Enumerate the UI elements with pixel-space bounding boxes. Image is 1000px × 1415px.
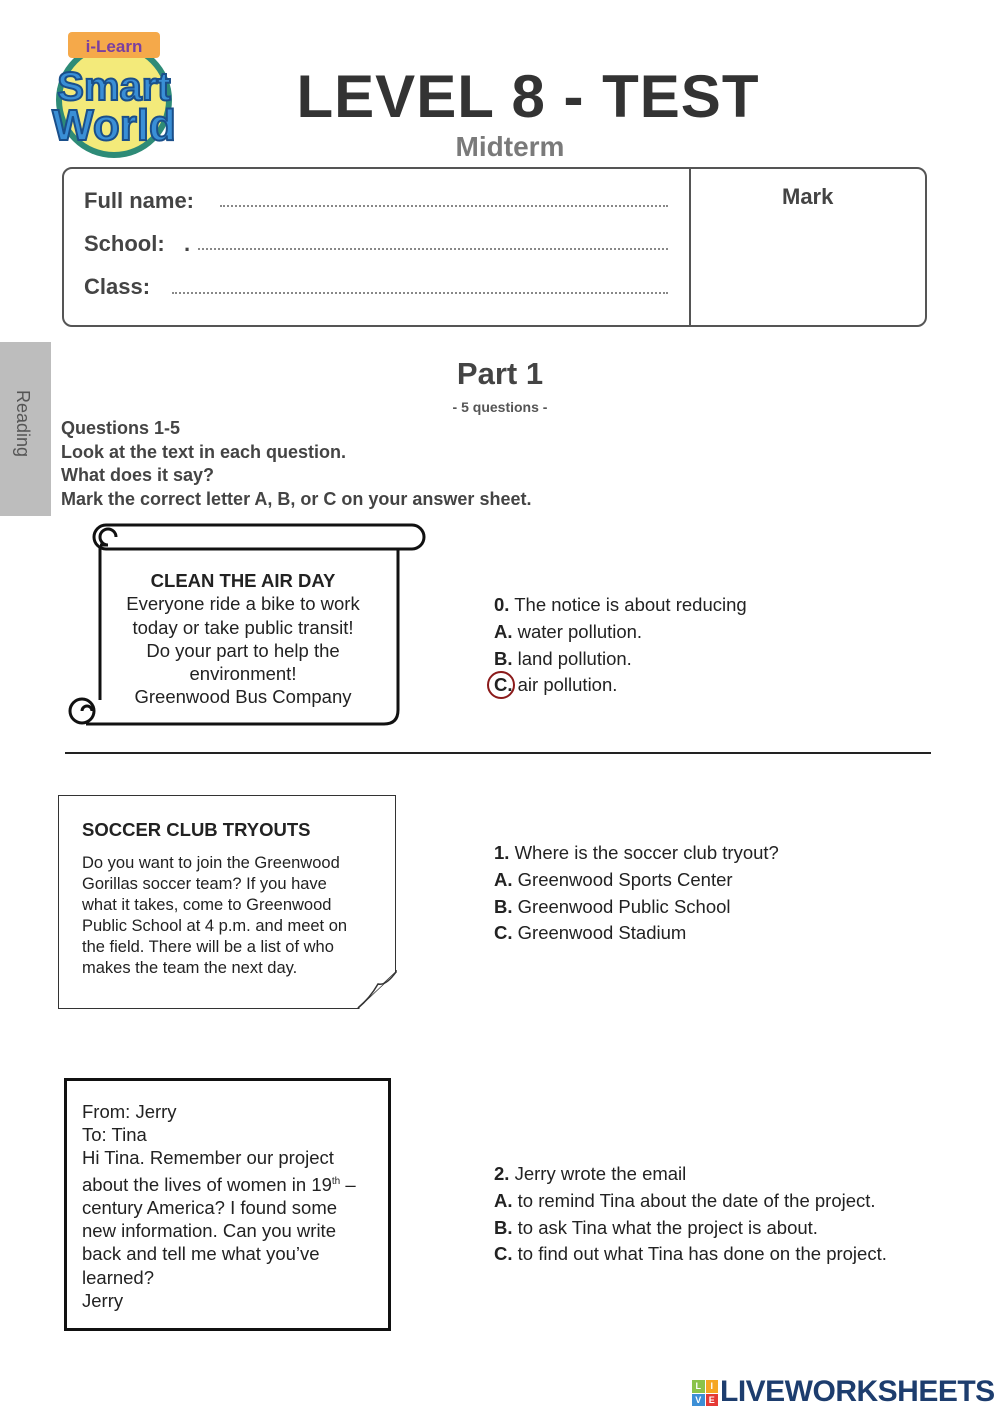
option-a[interactable]: A. water pollution. bbox=[494, 620, 643, 642]
question-count: - 5 questions - bbox=[452, 399, 548, 415]
question-number: 2. bbox=[494, 1163, 510, 1184]
soccer-notice-body bbox=[82, 853, 347, 979]
instructions bbox=[61, 417, 531, 511]
email-line: back and tell me what you’ve bbox=[82, 1243, 320, 1265]
option-c[interactable]: C. to find out what Tina has done on the project. bbox=[494, 1243, 887, 1265]
school-field[interactable] bbox=[198, 248, 668, 250]
school-label: School: bbox=[84, 231, 165, 256]
svg-text:Smart: Smart bbox=[57, 65, 171, 109]
notice-line: Public School at 4 p.m. and meet on bbox=[82, 917, 348, 935]
question-1 bbox=[494, 840, 779, 947]
notice-line: Gorillas soccer team? If you have bbox=[82, 875, 327, 893]
notice-line: Greenwood Bus Company bbox=[134, 686, 352, 708]
question-stem: The notice is about reducing bbox=[514, 594, 747, 615]
instruction-line: Mark the correct letter A, B, or C on your answer sheet. bbox=[61, 488, 532, 509]
full-name-label: Full name: bbox=[84, 188, 195, 213]
question-number: 0. bbox=[494, 594, 510, 615]
notice-title: CLEAN THE AIR DAY bbox=[150, 570, 336, 591]
school-dot: . bbox=[184, 231, 191, 256]
test-title: LEVEL 8 - TEST bbox=[296, 63, 760, 130]
notice-title: SOCCER CLUB TRYOUTS bbox=[82, 819, 311, 840]
question-number: 1. bbox=[494, 842, 510, 863]
liveworksheets-brand: LIVEWORKSHEETS bbox=[720, 1375, 995, 1408]
smart-world-logo bbox=[28, 28, 200, 160]
option-c[interactable]: C. Greenwood Stadium bbox=[494, 922, 687, 944]
instruction-line: Look at the text in each question. bbox=[61, 441, 347, 462]
notice-line: the field. There will be a list of who bbox=[82, 938, 334, 956]
instruction-line: What does it say? bbox=[61, 465, 215, 485]
notice-line: Do your part to help the bbox=[146, 639, 340, 661]
option-a[interactable]: A. to remind Tina about the date of the project. bbox=[494, 1189, 876, 1211]
email-line: To: Tina bbox=[82, 1124, 147, 1146]
svg-text:World: World bbox=[52, 101, 176, 150]
class-field[interactable] bbox=[172, 292, 668, 294]
email-text bbox=[82, 1100, 356, 1312]
svg-text:i-Learn: i-Learn bbox=[85, 37, 143, 56]
question-0 bbox=[494, 592, 747, 699]
test-subtitle: Midterm bbox=[455, 131, 565, 162]
notice-line: Everyone ride a bike to work bbox=[126, 593, 360, 615]
email-line: about the lives of women in 19th – bbox=[82, 1173, 356, 1195]
option-a[interactable]: A. Greenwood Sports Center bbox=[494, 868, 733, 890]
class-label: Class: bbox=[84, 274, 151, 299]
live-badge-icon: L I V E bbox=[692, 1380, 718, 1406]
page-curl-icon bbox=[356, 970, 398, 1012]
part-title: Part 1 bbox=[456, 356, 544, 391]
question-stem: Jerry wrote the email bbox=[514, 1163, 687, 1184]
notice-line: Do you want to join the Greenwood bbox=[82, 854, 340, 872]
email-line: From: Jerry bbox=[82, 1101, 177, 1122]
email-line: Jerry bbox=[82, 1289, 124, 1311]
notice-line: environment! bbox=[189, 663, 297, 685]
notice-line: what it takes, come to Greenwood bbox=[82, 896, 332, 914]
option-b[interactable]: B. to ask Tina what the project is about. bbox=[494, 1216, 818, 1238]
section-divider bbox=[65, 752, 931, 754]
mark-divider bbox=[689, 168, 691, 326]
notice-line: makes the team the next day. bbox=[82, 959, 298, 977]
instruction-line: Questions 1-5 bbox=[61, 418, 181, 438]
mark-label: Mark bbox=[782, 184, 834, 209]
option-b[interactable]: B. land pollution. bbox=[494, 647, 632, 669]
email-line: learned? bbox=[82, 1266, 155, 1288]
clean-air-notice bbox=[100, 569, 386, 709]
full-name-field[interactable] bbox=[220, 205, 668, 207]
email-line: century America? I found some bbox=[82, 1196, 338, 1218]
notice-line: today or take public transit! bbox=[132, 616, 354, 638]
email-line: Hi Tina. Remember our project bbox=[82, 1147, 334, 1169]
side-tab-label: Reading bbox=[13, 390, 33, 458]
email-line: new information. Can you write bbox=[82, 1220, 336, 1242]
question-2 bbox=[494, 1161, 887, 1268]
question-stem: Where is the soccer club tryout? bbox=[514, 842, 779, 863]
option-b[interactable]: B. Greenwood Public School bbox=[494, 895, 731, 917]
option-c[interactable]: C. air pollution. bbox=[494, 672, 747, 699]
